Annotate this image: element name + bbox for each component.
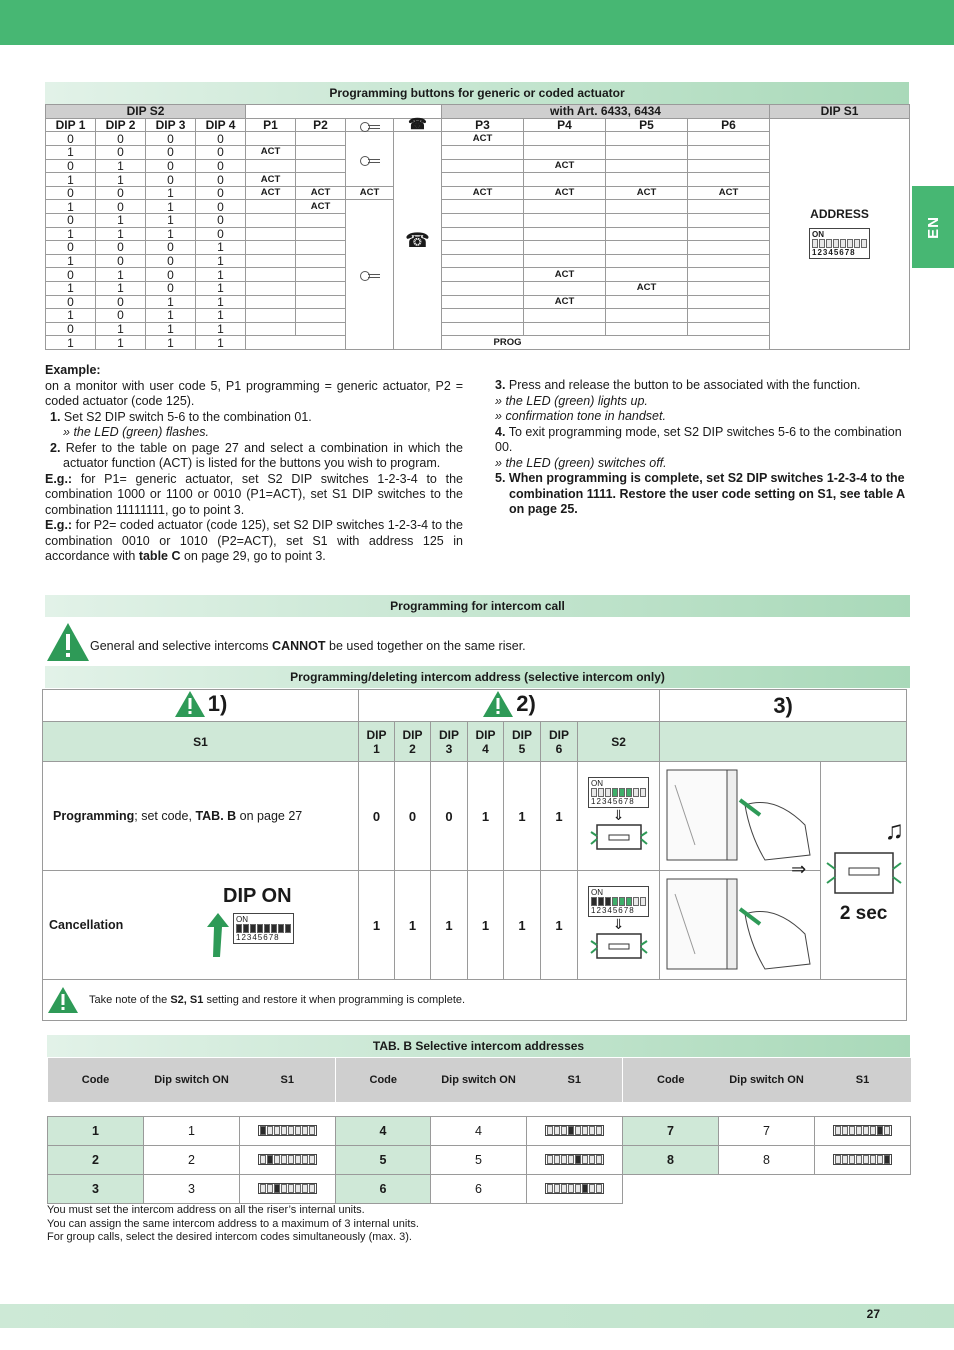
tabB-table: Code Dip switch ON S1 Code Dip switch ON S1 Code Dip switch ON S1 1 1 4 4 7 7 2 2 5 5 8 8 3 3 6 6 xyxy=(47,1058,911,1204)
led-flashing-icon xyxy=(589,822,649,852)
table-row: 1 1 0 0 ACT xyxy=(46,173,910,187)
warning-text: General and selective intercoms CANNOT be used together on the same riser. xyxy=(90,639,526,653)
table-row: 1 0 0 0 ACT xyxy=(46,146,910,160)
example-intro: on a monitor with user code 5, P1 programming = generic actuator, P2 = coded actuator (code 125). xyxy=(45,378,463,408)
dip-switch-s2: ON 12345678 xyxy=(588,886,649,917)
dip-s2-header: DIP S2 xyxy=(46,105,246,119)
top-band xyxy=(0,0,954,45)
s2-cancellation-illustration xyxy=(578,871,660,980)
table1-title xyxy=(45,82,909,104)
col-p3: P3 xyxy=(442,118,524,132)
table-row: 0 1 0 0 ACT xyxy=(46,159,910,173)
hold-2-sec-illustration xyxy=(791,762,907,980)
col-dip1: DIP 1 xyxy=(46,118,96,132)
dip-switch-mini xyxy=(527,1116,623,1145)
col-phone xyxy=(394,118,442,132)
warning-icon xyxy=(482,690,514,718)
dip-on-label: ON xyxy=(812,230,825,240)
language-label: EN xyxy=(924,215,942,239)
step-3-note-2: » confirmation tone in handset. xyxy=(495,409,666,423)
intercom-subtitle xyxy=(45,666,910,688)
table-row: 1 0 1 0 ACT xyxy=(46,200,910,214)
step-1-header: 1) xyxy=(43,690,359,722)
step-3-header: 3) xyxy=(660,690,907,722)
step-1: 1. Set S2 DIP switch 5-6 to the combination 01. xyxy=(50,409,312,424)
step-3-note-1: » the LED (green) lights up. xyxy=(495,393,648,408)
dip-switch-mini xyxy=(815,1116,911,1145)
table-row: 1 1 1 1 PROG xyxy=(46,336,910,350)
table-row: 1 1 4 4 7 7 xyxy=(48,1116,911,1145)
key-cell-lower xyxy=(346,200,394,350)
example-column-left xyxy=(45,363,463,565)
col-p6: P6 xyxy=(688,118,770,132)
table-row: 0 0 1 1 ACT xyxy=(46,295,910,309)
dip-switch-mini xyxy=(527,1145,623,1174)
intercom-programming-table: 1) 2) 3) S1 DIP 1 DIP 2 DIP 3 DIP 4 DIP 5 DIP 6 S2 Programming; set code, TAB. B on page 27 0 0 0 1 1 1 ON 12345678 ⇓ ♫ ⇒ 2 sec Cancellation DIP ON ON 12345678 1 1 1 1 1 1 ON 12345678 ⇓ Take note of the S2, S1 setting and restore it when programming is complete. xyxy=(42,689,907,1021)
table-row: 1 1 0 1 ACT xyxy=(46,281,910,295)
address-label: ADDRESS xyxy=(810,207,869,222)
cancellation-label: Cancellation xyxy=(49,918,124,932)
intercom-title-text: Programming for intercom call xyxy=(390,599,565,613)
led-flashing-icon xyxy=(589,931,649,961)
eg-2: E.g.: for P2= coded actuator (code 125), set S2 DIP switches 1-2-3-4 to the combination 0010 or 1010 (P2=ACT), set S1 with address 125 in accordance with table C on page 29, go to point 3. xyxy=(45,518,463,563)
led-steady-icon xyxy=(825,843,903,903)
dip6-col: DIP 6 xyxy=(541,722,578,762)
press-button-illustration xyxy=(660,762,821,871)
step-2-header: 2) xyxy=(359,690,660,722)
example-column-right xyxy=(495,378,909,518)
col-p2: P2 xyxy=(296,118,346,132)
table-row: 0 0 0 0 ☎ ACT xyxy=(46,132,910,146)
key-icon xyxy=(360,122,380,130)
press-button-illustration-2 xyxy=(660,871,821,980)
dip-on-label: DIP ON xyxy=(223,885,292,907)
table-row: 0 0 1 0 ACT ACT ACT ACT ACT ACT ACT xyxy=(46,186,910,200)
monitor-hand-icon xyxy=(665,765,815,865)
col-key xyxy=(346,118,394,132)
bottom-band xyxy=(0,1304,954,1328)
step-2: 2. Refer to the table on page 27 and select a combination in which the actuator function (ACT) is listed for the buttons you wish to program. xyxy=(50,440,463,470)
intercom-subtitle-text: Programming/deleting intercom address (selective intercom only) xyxy=(290,670,665,684)
table-row: 0 1 0 1 ACT xyxy=(46,268,910,282)
table-row: 1 1 1 0 xyxy=(46,227,910,241)
dip-switch-s2: ON 12345678 xyxy=(588,777,649,808)
warning-icon xyxy=(174,690,206,718)
page-number: 27 xyxy=(866,1307,880,1321)
s2-column: S2 xyxy=(578,722,660,762)
dip-switch-mini xyxy=(815,1145,911,1174)
col-dip3: DIP 3 xyxy=(146,118,196,132)
table-row: 2 2 5 5 8 8 xyxy=(48,1145,911,1174)
dip-s1-header: DIP S1 xyxy=(770,105,910,119)
dip-switch-s1-on: ON 12345678 xyxy=(233,913,294,944)
notes xyxy=(47,1204,419,1245)
note-3: For group calls, select the desired intercom codes simultaneously (max. 3). xyxy=(47,1231,412,1243)
dip4-col: DIP 4 xyxy=(468,722,504,762)
with-art-header: with Art. 6433, 6434 xyxy=(442,105,770,119)
two-sec-label: 2 sec xyxy=(839,902,888,924)
tabB-title xyxy=(47,1035,910,1057)
dip-numbers: 12345678 xyxy=(812,248,856,258)
tabB-title-text: TAB. B Selective intercom addresses xyxy=(372,1039,585,1053)
table-row: 0 1 1 1 xyxy=(46,322,910,336)
down-arrow-icon: ⇓ xyxy=(612,807,625,823)
dip2-col: DIP 2 xyxy=(395,722,431,762)
dip-s1-address xyxy=(770,118,910,349)
music-note-icon: ♫ xyxy=(884,814,905,845)
dip-switch-mini xyxy=(240,1116,336,1145)
table-row: 3 3 6 6 xyxy=(48,1174,911,1203)
step-3: 3. Press and release the button to be associated with the function. xyxy=(495,378,861,392)
step-1-note: » the LED (green) flashes. xyxy=(63,425,209,439)
note-2: You can assign the same intercom address to a maximum of 3 internal units. xyxy=(47,1217,419,1230)
programming-buttons-table xyxy=(45,104,910,350)
programming-row-label: Programming; set code, TAB. B on page 27 xyxy=(43,762,359,871)
col-p5: P5 xyxy=(606,118,688,132)
language-tab xyxy=(912,186,954,268)
monitor-hand-icon xyxy=(665,874,815,974)
col-p4: P4 xyxy=(524,118,606,132)
prog-label: PROG xyxy=(246,336,770,350)
key-cell xyxy=(346,132,394,186)
key-icon xyxy=(360,156,380,164)
phone-cell xyxy=(394,132,442,350)
dip-switch-mini xyxy=(527,1174,623,1203)
step-4-note: » the LED (green) switches off. xyxy=(495,455,667,470)
down-arrow-icon: ⇓ xyxy=(612,916,625,932)
dip1-col: DIP 1 xyxy=(359,722,395,762)
intercom-title xyxy=(45,595,910,617)
s1-column: S1 xyxy=(43,722,359,762)
right-arrow-icon: ⇒ xyxy=(791,858,807,879)
step-4: 4. To exit programming mode, set S2 DIP switches 5-6 to the combination 00. xyxy=(495,424,902,454)
warning-icon xyxy=(47,986,79,1014)
restore-note: Take note of the S2, S1 setting and restore it when programming is complete. xyxy=(43,980,907,1021)
dip-switch-s1 xyxy=(809,228,870,259)
note-1: You must set the intercom address on all the riser’s internal units. xyxy=(47,1204,365,1216)
phone-icon: ☎ xyxy=(408,116,427,134)
step-3-blank xyxy=(660,722,907,762)
dip-switch-mini xyxy=(240,1145,336,1174)
cancellation-row-label xyxy=(43,871,359,980)
table-row: 0 0 0 1 xyxy=(46,241,910,255)
dip-switch-mini xyxy=(240,1174,336,1203)
eg-1: E.g.: for P1= generic actuator, set S2 DIP switches 1-2-3-4 to the combination 1000 or 1100 or 0010 (P1=ACT), set S1 DIP switches to the combination 11111111, go to point 3. xyxy=(45,471,463,517)
warning-icon xyxy=(46,622,90,662)
table1-title-text: Programming buttons for generic or coded actuator xyxy=(329,86,625,100)
key-icon xyxy=(360,271,380,279)
step-5: 5. When programming is complete, set S2 DIP switches 1-2-3-4 to the combination 1111. Restore the user code setting on S1, see table A on page 25. xyxy=(495,471,905,516)
dip5-col: DIP 5 xyxy=(504,722,541,762)
phone-icon: ☎ xyxy=(405,230,430,253)
col-dip2: DIP 2 xyxy=(96,118,146,132)
table-row: 0 1 1 0 xyxy=(46,213,910,227)
up-arrow-icon xyxy=(207,913,229,957)
col-p1: P1 xyxy=(246,118,296,132)
col-dip4: DIP 4 xyxy=(196,118,246,132)
s2-programming-illustration xyxy=(578,762,660,871)
table-row: 1 0 1 1 xyxy=(46,309,910,323)
dip3-col: DIP 3 xyxy=(431,722,468,762)
table-row: 1 0 0 1 xyxy=(46,254,910,268)
example-title: Example: xyxy=(45,363,101,377)
